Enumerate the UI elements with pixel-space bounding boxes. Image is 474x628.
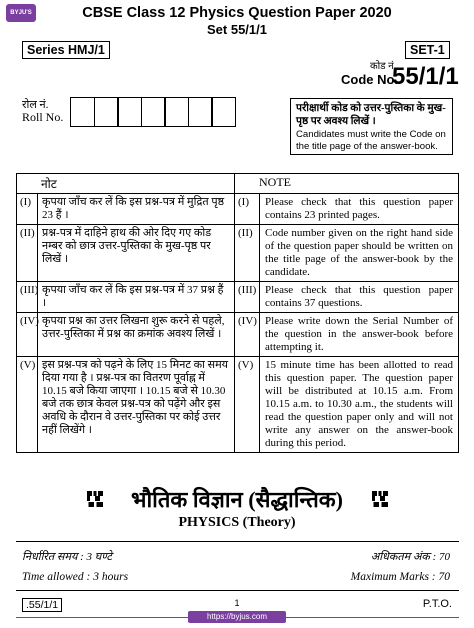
code-label: Code No.	[341, 72, 399, 87]
note-number-en: (II)	[235, 225, 260, 282]
page-number: 1	[234, 598, 240, 608]
note-english: Code number given on the right hand side of the question paper should be written on the title page of the answer-book by the candidate.	[260, 225, 459, 282]
note-english: 15 minute time has been allotted to read this question paper. The question paper will be distributed at 10.15 a.m. From 10.15 a.m. to 10.30 a.m., the students will read the question paper only and will not write any answer on the answer-book during this period.	[260, 357, 459, 453]
roll-number-box[interactable]	[188, 97, 213, 127]
series-box: Series HMJ/1	[22, 41, 110, 59]
note-hindi: कृपया प्रश्न का उत्तर लिखना शुरू करने से पहले, उत्तर-पुस्तिका में प्रश्न का क्रमांक अवश्य लिखें ।	[38, 313, 235, 357]
note-hindi: कृपया जाँच कर लें कि इस प्रश्न-पत्र में 37 प्रश्न हैं ।	[38, 282, 235, 313]
divider	[16, 541, 459, 542]
table-row	[17, 194, 459, 225]
paper-set-line: Set 55/1/1	[207, 22, 267, 37]
note-number: (II)	[17, 225, 38, 282]
note-number-en: (V)	[235, 357, 260, 453]
note-number: (V)	[17, 357, 38, 453]
note-number: (III)	[17, 282, 38, 313]
roll-label: Roll No.	[22, 110, 64, 124]
note-number-en: (IV)	[235, 313, 260, 357]
time-allowed-hindi: निर्धारित समय : 3 घण्टे	[22, 551, 112, 563]
roll-number-boxes[interactable]	[70, 97, 235, 127]
notice-hindi: परीक्षार्थी कोड को उत्तर-पुस्तिका के मुख-पृष्ठ पर अवश्य लिखें ।	[296, 103, 446, 127]
paper-title: CBSE Class 12 Physics Question Paper 2020	[82, 5, 392, 21]
byjus-logo: BYJU'S	[6, 4, 36, 22]
roll-number-box[interactable]	[70, 97, 95, 127]
note-english: Please write down the Serial Number of the question in the answer-book before attempting it.	[260, 313, 459, 357]
table-row	[17, 313, 459, 357]
note-number-en: (III)	[235, 282, 260, 313]
max-marks: Maximum Marks : 70	[350, 571, 450, 583]
time-allowed: Time allowed : 3 hours	[22, 571, 129, 583]
roll-number-box[interactable]	[211, 97, 236, 127]
note-number-en: (I)	[235, 194, 260, 225]
note-english: Please check that this question paper contains 37 questions.	[260, 282, 459, 313]
divider	[16, 590, 459, 591]
notice-english: Candidates must write the Code on the title page of the answer-book.	[296, 129, 446, 152]
table-row	[17, 282, 459, 313]
note-number: (IV)	[17, 313, 38, 357]
subject-title-hindi: भौतिक विज्ञान (सैद्धान्तिक)	[131, 487, 343, 512]
code-number: 55/1/1	[392, 63, 459, 90]
roll-number-box[interactable]	[94, 97, 119, 127]
note-english: Please check that this question paper contains 23 printed pages.	[260, 194, 459, 225]
notes-header-hindi: नोट	[17, 174, 235, 194]
set-box: SET-1	[405, 41, 450, 59]
table-row	[17, 357, 459, 453]
roll-number-box[interactable]	[117, 97, 142, 127]
max-marks-hindi: अधिकतम अंक : 70	[370, 551, 450, 563]
notes-header-english: NOTE	[235, 174, 459, 194]
note-hindi: कृपया जाँच कर लें कि इस प्रश्न-पत्र में मुद्रित पृष्ठ 23 हैं ।	[38, 194, 235, 225]
note-hindi: इस प्रश्न-पत्र को पढ़ने के लिए 15 मिनट का समय दिया गया है । प्रश्न-पत्र का वितरण पूर्वाह्न में 10.15 बजे किया जाएगा । 10.15 बजे से 10.30 बजे तक छात्र केवल प्रश्न-पत्र को पढ़ेंगे और इस अवधि के दौरान वे उत्तर-पुस्तिका पर कोई उत्तर नहीं लिखेंगे ।	[38, 357, 235, 453]
roll-number-box[interactable]	[141, 97, 166, 127]
pto-label: P.T.O.	[422, 598, 452, 610]
table-row	[17, 225, 459, 282]
footer-url-link[interactable]: https://byjus.com	[188, 611, 286, 623]
subject-title: PHYSICS (Theory)	[178, 515, 296, 530]
code-notice-box	[290, 98, 453, 155]
note-hindi: प्रश्न-पत्र में दाहिने हाथ की ओर दिए गए कोड नम्बर को छात्र उत्तर-पुस्तिका के मुख-पृष्ठ पर लिखें ।	[38, 225, 235, 282]
roll-number-box[interactable]	[164, 97, 189, 127]
footer-code: .55/1/1	[22, 598, 62, 612]
roll-label-hindi: रोल नं.	[22, 99, 49, 111]
note-number: (I)	[17, 194, 38, 225]
notes-table	[16, 173, 459, 453]
code-label-hindi: कोड नं.	[370, 61, 397, 72]
